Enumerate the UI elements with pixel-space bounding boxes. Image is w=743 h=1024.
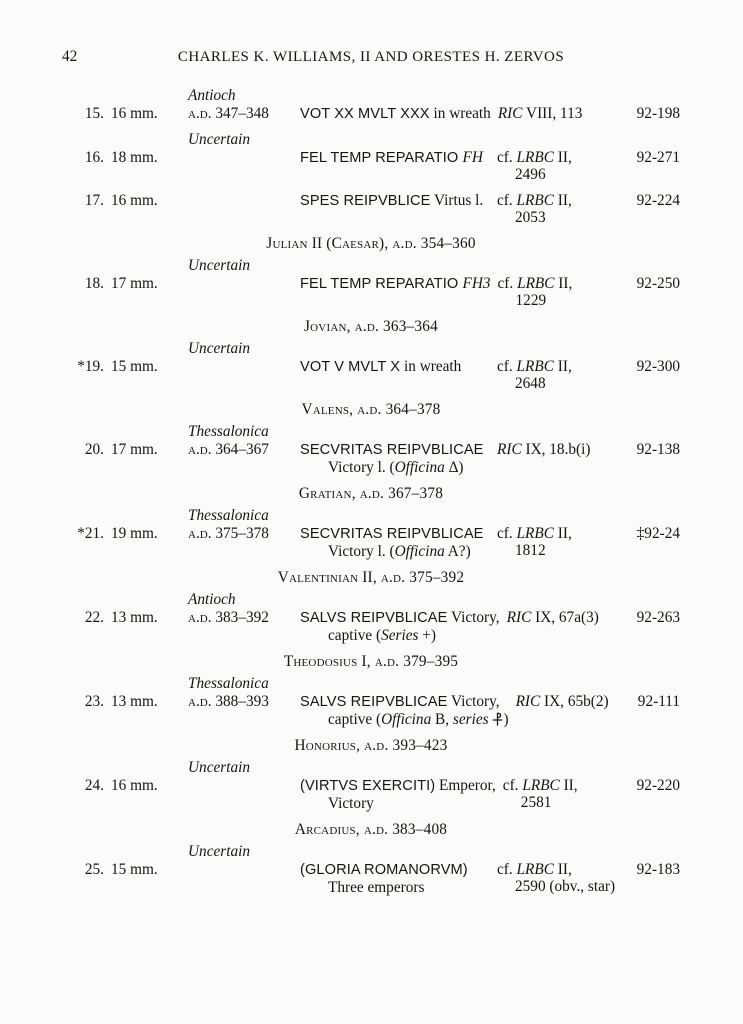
mint-label: Antioch [188, 87, 236, 104]
description-line-1: (VIRTVS EXERCITI) Emperor, [300, 776, 496, 794]
entry-description [293, 861, 490, 897]
mint-label: Thessalonica [188, 507, 269, 524]
entry-description [293, 149, 490, 168]
reference-line-1: RIC IX, 65b(2) [515, 692, 609, 710]
reference-line-1: cf. LRBC II, [497, 274, 573, 292]
emperor-section-heading: Honorius, a.d. 393–423 [294, 736, 448, 754]
entry-reference [496, 777, 623, 812]
reference-line-1: cf. LRBC II, [497, 191, 572, 209]
description-line-1: (GLORIA ROMANORVM) [300, 861, 468, 878]
entry-description [293, 777, 496, 813]
mint-label-row [188, 257, 680, 275]
entry-date: a.d. 347–348 [188, 104, 269, 122]
catalog-entry [62, 675, 680, 729]
catalog-entry [62, 131, 680, 184]
mint-label: Antioch [188, 591, 236, 608]
emperor-section-heading: Valentinian II, a.d. 375–392 [277, 568, 465, 586]
catalog-entry-row [62, 358, 680, 393]
staurogram-icon [492, 712, 503, 726]
entry-description [293, 609, 500, 645]
entry-size: 13 mm. [111, 608, 158, 626]
running-head: CHARLES K. WILLIAMS, II AND ORESTES H. ZERVOS [177, 49, 565, 65]
entry-reference [490, 861, 617, 896]
entry-reference [490, 192, 617, 227]
entry-number: 18. [84, 274, 104, 292]
mint-label-row [188, 507, 680, 525]
entry-description [293, 693, 509, 729]
entry-number: *19. [77, 357, 104, 375]
catalog-entry [62, 759, 680, 813]
mint-label-row [188, 423, 680, 441]
mint-label-row [188, 591, 680, 609]
reference-line-1: cf. LRBC II, [497, 860, 572, 878]
mint-label: Uncertain [188, 340, 251, 357]
entry-number: 25. [84, 860, 104, 878]
mint-label-row [188, 131, 680, 149]
entry-catalog-number: 92-271 [636, 148, 680, 166]
description-line-1: SALVS REIPVBLICAE Victory, [300, 608, 500, 626]
coin-catalog-table [62, 87, 680, 897]
description-line-2: Victory l. (Officina A?) [328, 543, 471, 560]
description-line-1: FEL TEMP REPARATIO FH3 [300, 274, 491, 292]
entry-catalog-number: 92-224 [636, 191, 680, 209]
entry-number: 22. [84, 608, 104, 626]
catalog-entry-row [62, 441, 680, 477]
reference-line-2: 2590 (obv., star) [515, 878, 616, 895]
mint-label: Uncertain [188, 131, 251, 148]
description-line-2: Victory [328, 795, 374, 812]
mint-label-row [188, 843, 680, 861]
catalog-entry [62, 257, 680, 310]
mint-label-row [188, 340, 680, 358]
reference-line-2: 2053 [515, 209, 546, 226]
entry-reference [490, 441, 617, 459]
entry-number: 17. [84, 191, 104, 209]
catalog-entry-row [62, 609, 680, 645]
mint-label: Uncertain [188, 759, 251, 776]
page-number: 42 [62, 48, 78, 65]
entry-date: a.d. 375–378 [188, 524, 269, 542]
entry-size: 19 mm. [111, 524, 158, 542]
catalog-entry-row [62, 777, 680, 813]
reference-line-2: 2496 [515, 166, 546, 183]
entry-description [293, 192, 490, 211]
description-line-2: Three emperors [328, 879, 425, 896]
catalog-entry-row [62, 275, 680, 310]
mint-label: Thessalonica [188, 423, 269, 440]
entry-reference [491, 105, 618, 123]
description-line-2: captive (Officina B, series ) [328, 711, 509, 728]
mint-label-row [188, 675, 680, 693]
reference-line-1: RIC IX, 18.b(i) [497, 440, 591, 458]
reference-line-2: 1229 [515, 292, 547, 309]
entry-size: 16 mm. [111, 776, 158, 794]
description-line-1: SALVS REIPVBLICAE Victory, [300, 692, 500, 710]
emperor-section-heading: Gratian, a.d. 367–378 [298, 484, 444, 502]
entry-size: 18 mm. [111, 148, 158, 166]
mint-label: Thessalonica [188, 675, 269, 692]
reference-line-1: cf. LRBC II, [497, 148, 572, 166]
entry-description [293, 525, 490, 561]
entry-description [293, 275, 491, 294]
description-line-1: SECVRITAS REIPVBLICAE [300, 441, 484, 458]
mint-label: Uncertain [188, 257, 251, 274]
description-line-1: SPES REIPVBLICE Virtus l. [300, 191, 484, 209]
entry-date: a.d. 388–393 [188, 692, 269, 710]
entry-reference [509, 693, 636, 711]
entry-size: 13 mm. [111, 692, 158, 710]
catalog-entry [62, 340, 680, 393]
catalog-entry-row [62, 192, 680, 227]
reference-line-1: cf. LRBC II, [497, 357, 572, 375]
entry-size: 17 mm. [111, 274, 158, 292]
reference-line-1: cf. LRBC II, [502, 776, 578, 794]
entry-reference [491, 275, 618, 310]
reference-line-1: cf. LRBC II, [497, 524, 572, 542]
reference-line-2: 1812 [515, 542, 546, 559]
entry-size: 16 mm. [111, 104, 158, 122]
entry-catalog-number: 92-220 [636, 776, 680, 794]
entry-catalog-number: 92-250 [636, 274, 680, 292]
entry-description [293, 358, 490, 377]
catalog-entry-row [62, 861, 680, 897]
catalog-entry [62, 87, 680, 123]
emperor-section-heading: Valens, a.d. 364–378 [301, 400, 441, 418]
description-line-2: Victory l. (Officina Δ) [328, 459, 464, 476]
entry-catalog-number: 92-111 [637, 692, 680, 710]
description-line-1: VOT V MVLT X in wreath [300, 357, 462, 375]
emperor-section-heading: Theodosius I, a.d. 379–395 [283, 652, 459, 670]
entry-date: a.d. 383–392 [188, 608, 269, 626]
entry-reference [490, 149, 617, 184]
entry-number: *21. [77, 524, 104, 542]
entry-size: 15 mm. [111, 357, 158, 375]
entry-size: 16 mm. [111, 191, 158, 209]
entry-catalog-number: 92-198 [636, 104, 680, 122]
entry-reference [500, 609, 627, 627]
entry-description [293, 441, 490, 477]
reference-line-1: RIC IX, 67a(3) [506, 608, 599, 626]
mint-label-row [188, 87, 680, 105]
masthead [62, 48, 680, 66]
entry-number: 15. [84, 104, 104, 122]
entry-date: a.d. 364–367 [188, 440, 269, 458]
catalog-entry [62, 192, 680, 227]
description-line-2: captive (Series +) [328, 627, 437, 644]
entry-catalog-number: 92-183 [636, 860, 680, 878]
entry-number: 24. [84, 776, 104, 794]
catalog-entry-row [62, 105, 680, 124]
catalog-entry [62, 843, 680, 897]
entry-reference [490, 358, 617, 393]
catalog-entry-row [62, 525, 680, 561]
entry-number: 20. [84, 440, 104, 458]
reference-line-1: RIC VIII, 113 [497, 104, 583, 122]
entry-reference [490, 525, 617, 560]
reference-line-2: 2581 [520, 794, 552, 811]
entry-description [293, 105, 491, 124]
reference-line-2: 2648 [515, 375, 546, 392]
description-line-1: FEL TEMP REPARATIO FH [300, 148, 483, 166]
entry-number: 23. [84, 692, 104, 710]
entry-catalog-number: 92-138 [636, 440, 680, 458]
description-line-1: VOT XX MVLT XXX in wreath [300, 104, 491, 122]
catalog-entry [62, 591, 680, 645]
entry-size: 17 mm. [111, 440, 158, 458]
catalog-entry-row [62, 693, 680, 729]
catalog-entry [62, 507, 680, 561]
emperor-section-heading: Arcadius, a.d. 383–408 [294, 820, 448, 838]
entry-catalog-number: 92-263 [636, 608, 680, 626]
emperor-section-heading: Julian II (Caesar), a.d. 354–360 [266, 234, 476, 252]
emperor-section-heading: Jovian, a.d. 363–364 [304, 317, 438, 335]
entry-catalog-number: 92-300 [636, 357, 680, 375]
entry-number: 16. [84, 148, 104, 166]
mint-label-row [188, 759, 680, 777]
catalog-entry [62, 423, 680, 477]
description-line-1: SECVRITAS REIPVBLICAE [300, 525, 484, 542]
entry-size: 15 mm. [111, 860, 158, 878]
catalog-entry-row [62, 149, 680, 184]
entry-catalog-number: ‡92-24 [636, 524, 680, 542]
mint-label: Uncertain [188, 843, 251, 860]
